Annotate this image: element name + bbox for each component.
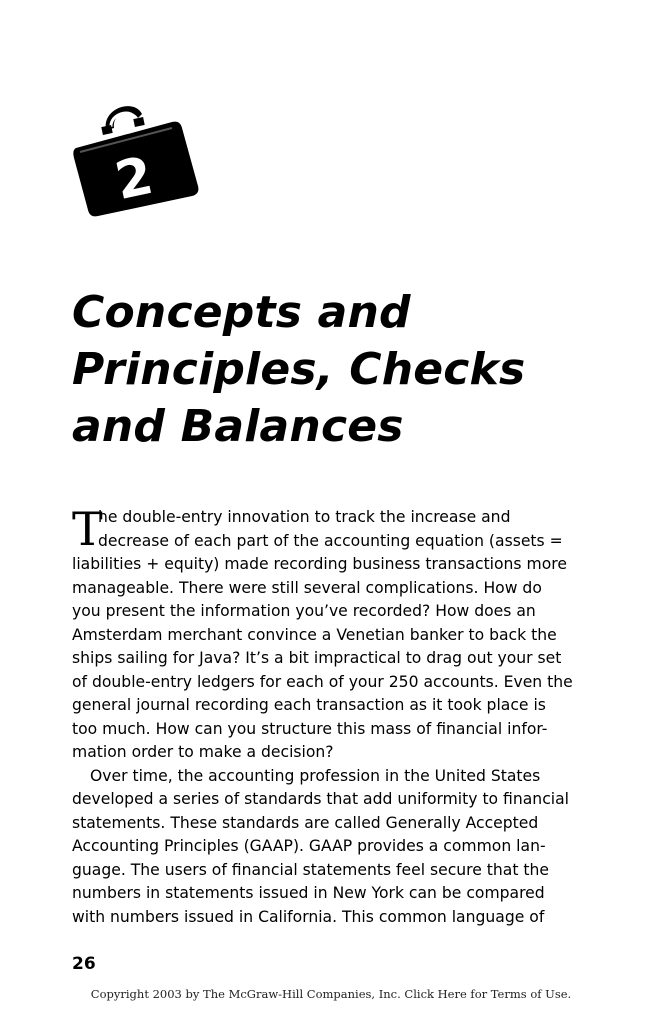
chapter-title xyxy=(72,284,632,455)
text-line: developed a series of standards that add uniformity to financial xyxy=(72,790,569,808)
chapter-number: 2 xyxy=(110,145,159,213)
text-line: statements. These standards are called Generally Accepted xyxy=(72,813,539,832)
chapter-title-line: Principles, Checks xyxy=(72,344,526,395)
text-line: mation order to make a decision? xyxy=(72,743,334,761)
text-line: decrease of each part of the accounting equation (assets = xyxy=(98,531,563,550)
paragraph-1 xyxy=(72,502,592,765)
text-line: manageable. There were still several complications. How do xyxy=(72,578,542,597)
chapter-briefcase-icon xyxy=(72,100,202,218)
chapter-title-line: Concepts and xyxy=(72,287,411,338)
drop-cap: T xyxy=(72,502,103,556)
paragraph-2 xyxy=(72,765,592,930)
text-line: he double-entry innovation to track the increase and xyxy=(98,508,511,526)
text-line: Amsterdam merchant convince a Venetian banker to back the xyxy=(72,625,557,644)
text-line: Over time, the accounting profession in the United States xyxy=(90,766,541,785)
text-line: general journal recording each transaction as it took place is xyxy=(72,696,546,714)
text-line: with numbers issued in California. This common language of xyxy=(72,907,545,926)
chapter-title-line: and Balances xyxy=(72,401,404,452)
briefcase-icon xyxy=(72,100,202,218)
text-line: Accounting Principles (GAAP). GAAP provides a common lan- xyxy=(72,837,546,855)
text-line: you present the information you’ve recorded? How does an xyxy=(72,602,536,620)
text-line: liabilities + equity) made recording business transactions more xyxy=(72,555,567,573)
body-text xyxy=(72,502,592,929)
text-line: of double-entry ledgers for each of your 250 accounts. Even the xyxy=(72,672,573,691)
text-line: numbers in statements issued in New York can be compared xyxy=(72,884,545,902)
text-line: ships sailing for Java? It’s a bit impractical to drag out your set xyxy=(72,649,562,667)
text-line: too much. How can you structure this mass of financial infor- xyxy=(72,719,548,738)
page-number: 26 xyxy=(72,954,96,974)
copyright-link[interactable]: Copyright 2003 by The McGraw-Hill Companies, Inc. Click Here for Terms of Use. xyxy=(90,987,572,1001)
text-line: guage. The users of financial statements feel secure that the xyxy=(72,860,550,879)
